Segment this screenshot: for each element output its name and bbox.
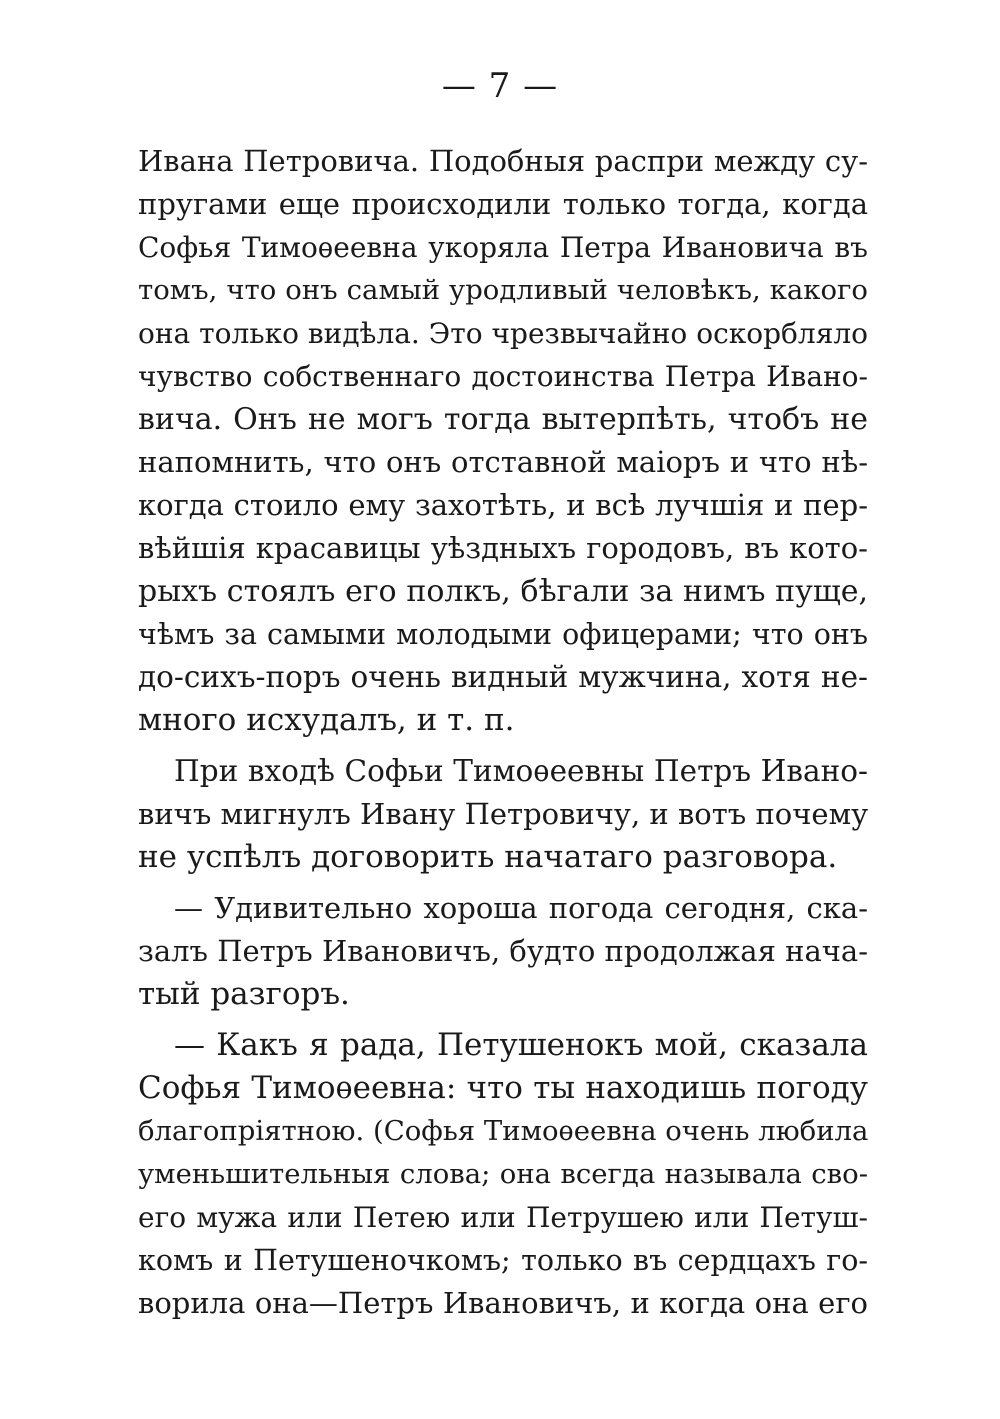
text-line: При входѣ Софьи Тимоѳеевны Петръ Ивано-	[174, 754, 868, 788]
text-line: не успѣлъ договорить начатаго разговора.	[138, 839, 838, 875]
body-text	[138, 140, 868, 1325]
text-line: благопріятною. (Софья Тимоѳеевна очень любила	[138, 1115, 868, 1147]
text-line: чувство собственнаго достоинства Петра Ивано-	[138, 360, 868, 393]
text-line: напомнить, что онъ отставной маіоръ и что нѣ-	[138, 445, 868, 479]
text-line: комъ и Петушеночкомъ; только въ сердцахъ го-	[138, 1244, 868, 1277]
text-line: когда стоило ему захотѣть, и всѣ лучшія и пер-	[138, 488, 868, 522]
text-line: тый разгоръ.	[138, 976, 350, 1012]
text-line: вѣйшія красавицы уѣздныхъ городовъ, въ кото-	[138, 531, 868, 565]
text-line: Софья Тимоѳеевна: что ты находишь погоду	[138, 1070, 868, 1106]
text-line: вича. Онъ не могъ тогда вытерпѣть, чтобъ не	[138, 402, 868, 437]
text-line: она только видѣла. Это чрезвычайно оскорбляло	[138, 317, 868, 350]
paragraph-4	[138, 1024, 868, 1325]
text-line: Ивана Петровича. Подобныя распри между су-	[138, 144, 868, 178]
text-line: его мужа или Петею или Петрушею или Петуш-	[138, 1201, 868, 1234]
text-line: залъ Петръ Ивановичъ, будто продолжая нача-	[138, 934, 868, 968]
page-number: — 7 —	[441, 66, 559, 106]
paragraph-2	[138, 750, 868, 879]
text-line: чѣмъ за самыми молодыми офицерами; что онъ	[138, 618, 868, 651]
text-line: уменьшительныя слова; она всегда называла сво-	[138, 1158, 868, 1190]
text-line: томъ, что онъ самый уродливый человѣкъ, какого	[138, 274, 868, 306]
paragraph-1	[138, 140, 868, 742]
text-line: — Какъ я рада, Петушенокъ мой, сказала	[174, 1027, 868, 1063]
text-line: пругами еще происходили только тогда, когда	[138, 187, 868, 221]
paragraph-3	[138, 887, 868, 1016]
text-line: Софья Тимоѳеевна укоряла Петра Ивановича въ	[138, 231, 868, 264]
text-line: ворила она—Петръ Ивановичъ, и когда она его	[138, 1286, 868, 1320]
text-line: до-сихъ-поръ очень видный мужчина, хотя не-	[138, 660, 868, 694]
text-line: — Удивительно хороша погода сегодня, ска-	[174, 891, 868, 925]
text-line: вичъ мигнулъ Ивану Петровичу, и вотъ почему	[138, 797, 868, 831]
text-line: много исхудалъ, и т. п.	[138, 702, 515, 738]
text-line: рыхъ стоялъ его полкъ, бѣгали за нимъ пуще,	[138, 574, 868, 609]
